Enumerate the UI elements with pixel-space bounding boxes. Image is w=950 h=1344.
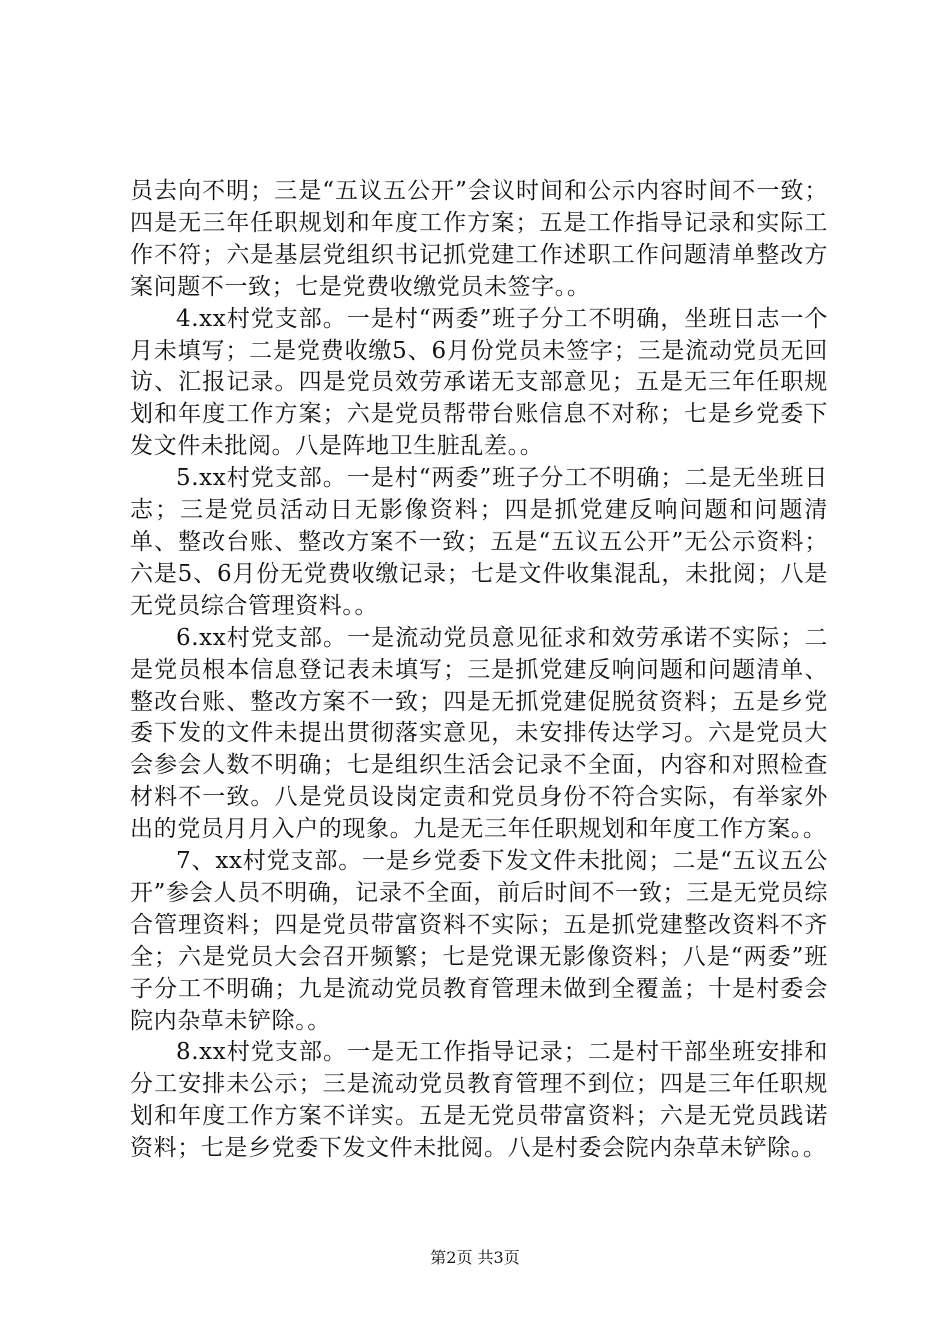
paragraph-item-7: 7、xx村党支部。一是乡党委下发文件未批阅；二是“五议五公开”参会人员不明确，记录不全面，前后时间不一致；三是无党员综合管理资料；四是党员带富资料不实际；五是抓党建整改资料不齐全；六是党员大会召开频繁；七是党课无影像资料；八是“两委”班子分工不明确；九是流动党员教育管理未做到全覆盖；十是村委会院内杂草未铲除。。: [130, 848, 828, 1034]
paragraph-item-4: 4.xx村党支部。一是村“两委”班子分工不明确，坐班日志一个月未填写；二是党费收缴5、6月份党员未签字；三是流动党员无回访、汇报记录。四是党员效劳承诺无支部意见；五是无三年任职规划和年度工作方案；六是党员帮带台账信息不对称；七是乡党委下发文件未批阅。八是阵地卫生脏乱差。。: [130, 305, 828, 460]
document-body: [130, 176, 828, 1165]
paragraph-item-5: 5.xx村党支部。一是村“两委”班子分工不明确；二是无坐班日志；三是党员活动日无影像资料；四是抓党建反响问题和问题清单、整改台账、整改方案不一致；五是“五议五公开”无公示资料；六是5、6月份无党费收缴记录；七是文件收集混乱，未批阅；八是无党员综合管理资料。。: [130, 465, 828, 619]
page-number-footer: 第2页 共3页: [430, 1248, 520, 1267]
paragraph-item-8: 8.xx村党支部。一是无工作指导记录；二是村干部坐班安排和分工安排未公示；三是流动党员教育管理不到位；四是三年任职规划和年度工作方案不详实。五是无党员带富资料；六是无党员践诺资料；七是乡党委下发文件未批阅。八是村委会院内杂草未铲除。。: [130, 1039, 828, 1162]
paragraph-item-6: 6.xx村党支部。一是流动党员意见征求和效劳承诺不实际；二是党员根本信息登记表未填写；三是抓党建反响问题和问题清单、整改台账、整改方案不一致；四是无抓党建促脱贫资料；五是乡党委下发的文件未提出贯彻落实意见，未安排传达学习。六是党员大会参会人数不明确；七是组织生活会记录不全面，内容和对照检查材料不一致。八是党员设岗定责和党员身份不符合实际，有举家外出的党员月月入户的现象。九是无三年任职规划和年度工作方案。。: [130, 624, 828, 843]
paragraph-continuation: 员去向不明；三是“五议五公开”会议时间和公示内容时间不一致；四是无三年任职规划和年度工作方案；五是工作指导记录和实际工作不符；六是基层党组织书记抓党建工作述职工作问题清单整改方案问题不一致；七是党费收缴党员未签字。。: [130, 178, 828, 300]
